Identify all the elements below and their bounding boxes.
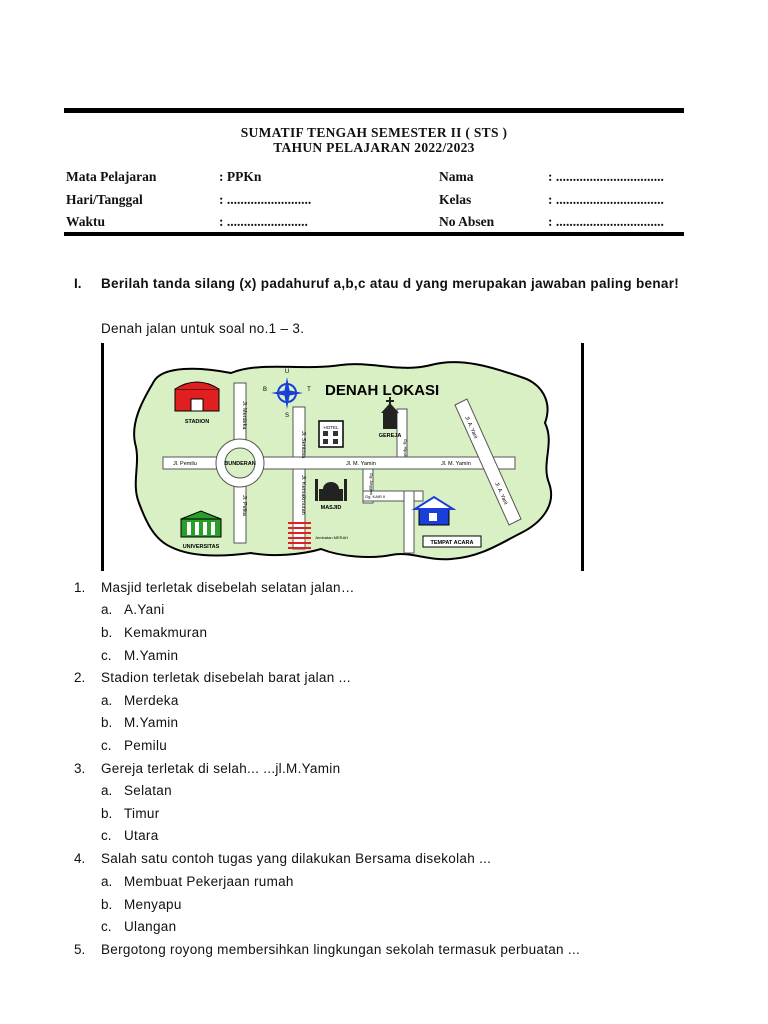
field-label-subject: Mata Pelajaran [66, 169, 157, 184]
field-label-time: Waktu [66, 214, 106, 229]
label-gang-1: Gg. Hijrah [403, 439, 408, 458]
option-letter: a. [101, 874, 113, 889]
label-masjid: MASJID [320, 505, 342, 511]
compass-south: S [284, 413, 290, 419]
label-stadion: STADION [184, 419, 210, 425]
field-value-absen: : ................................ [548, 214, 664, 229]
field-value-date: : ......................... [219, 192, 312, 207]
question-text-2: Stadion terletak disebelah barat jalan ... [101, 670, 351, 685]
stadium-icon [175, 382, 219, 411]
header-top-rule [64, 108, 684, 113]
header-bottom-rule [64, 232, 684, 236]
option-text: Timur [124, 806, 160, 821]
field-label-name: Nama [439, 169, 474, 184]
map-caption: Denah jalan untuk soal no.1 – 3. [101, 321, 305, 336]
label-jl-ayani-1: Jl. A. Yani [463, 415, 479, 440]
question-text-1: Masjid terletak disebelah selatan jalan… [101, 580, 355, 595]
road-myamin [261, 457, 515, 469]
label-jembatan: Jembatan MERAH [315, 535, 349, 540]
label-jl-pelita: Jl. Pelita [241, 495, 247, 516]
label-hotel: HOTEL [323, 425, 339, 430]
option-text: Menyapu [124, 897, 182, 912]
question-number-3: 3. [74, 761, 86, 776]
exam-year: TAHUN PELAJARAN 2022/2023 [273, 140, 475, 155]
label-universitas: UNIVERSITAS [182, 544, 220, 550]
option-text: Pemilu [124, 738, 168, 753]
exam-title: SUMATIF TENGAH SEMESTER II ( STS ) [240, 125, 508, 140]
label-jl-myamin-2: Jl. M. Yamin [441, 461, 471, 467]
question-number-5: 5. [74, 942, 86, 957]
option-letter: b. [101, 897, 113, 912]
option-letter: b. [101, 625, 113, 640]
field-value-class: : ................................ [548, 192, 664, 207]
option-letter: a. [101, 783, 113, 798]
road-gang-4 [404, 491, 414, 553]
question-number-4: 4. [74, 851, 86, 866]
label-tempat-acara: TEMPAT ACARA [430, 540, 474, 546]
map-title: DENAH LOKASI [325, 382, 440, 399]
option-text: Selatan [124, 783, 172, 798]
field-label-date: Hari/Tanggal [66, 192, 143, 207]
compass-east: T [307, 387, 311, 393]
label-jl-myamin-1: Jl. M. Yamin [346, 461, 376, 467]
option-letter: b. [101, 715, 113, 730]
section-instruction: Berilah tanda silang (x) padahuruf a,b,c atau d yang merupakan jawaban paling benar! [101, 276, 680, 291]
location-map [101, 343, 584, 571]
field-label-absen: No Absen [439, 214, 495, 229]
option-text: Utara [124, 828, 159, 843]
label-jl-merdeka: Jl. Merdeka [241, 401, 247, 430]
option-text: Merdeka [124, 693, 179, 708]
compass-west: B [262, 387, 268, 393]
label-jl-sentosa: Jl. Sentosa [300, 431, 306, 459]
question-text-5: Bergotong royong membersihkan lingkungan sekolah termasuk perbuatan ... [101, 942, 581, 957]
option-text: M.Yamin [124, 648, 179, 663]
label-jl-ayani-2: Jl. A. Yani [493, 481, 509, 506]
option-letter: a. [101, 693, 113, 708]
option-text: A.Yani [124, 602, 165, 617]
label-jl-kemakmuran: Jl. Kemakmuran [300, 475, 306, 515]
option-letter: b. [101, 806, 113, 821]
label-jl-pemilu: Jl. Pemilu [173, 461, 197, 467]
section-number: I. [74, 276, 82, 291]
field-value-time: : ........................ [219, 214, 308, 229]
label-gang-3: Gg. KAIR II [365, 494, 386, 499]
label-bunderan: BUNDERAN [224, 461, 256, 467]
field-value-name: : ................................ [548, 169, 664, 184]
label-gereja: GEREJA [378, 433, 402, 439]
label-tempat-acara-box [423, 536, 481, 547]
option-text: Kemakmuran [124, 625, 208, 640]
option-text: M.Yamin [124, 715, 179, 730]
label-gang-2: Gg. Anggrek [369, 473, 374, 496]
field-label-class: Kelas [439, 192, 472, 207]
option-letter: c. [101, 648, 112, 663]
question-number-2: 2. [74, 670, 86, 685]
field-value-subject: : PPKn [219, 169, 262, 184]
compass-north: U [284, 369, 290, 375]
question-text-4: Salah satu contoh tugas yang dilakukan Bersama disekolah ... [101, 851, 492, 866]
option-letter: c. [101, 738, 112, 753]
question-number-1: 1. [74, 580, 86, 595]
option-text: Ulangan [124, 919, 177, 934]
option-text: Membuat Pekerjaan rumah [124, 874, 294, 889]
question-text-3: Gereja terletak di selah... ...jl.M.Yamin [101, 761, 341, 776]
option-letter: c. [101, 919, 112, 934]
option-letter: a. [101, 602, 113, 617]
option-letter: c. [101, 828, 112, 843]
